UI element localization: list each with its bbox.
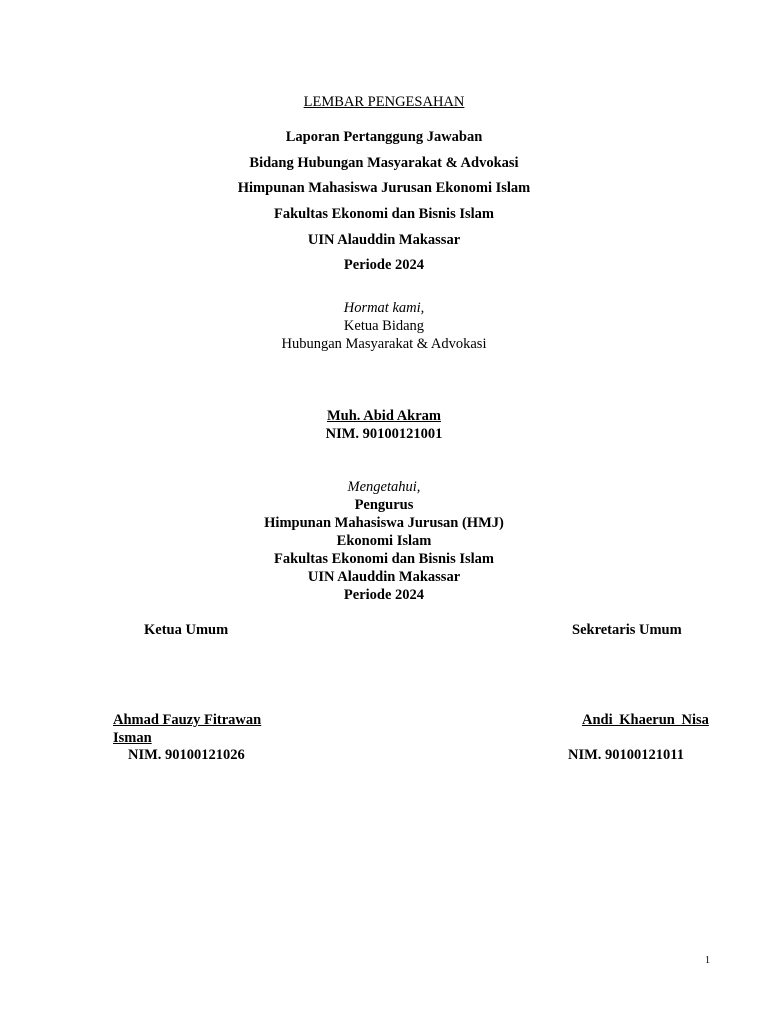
left-signatory-nim: NIM. 90100121026 <box>128 747 245 763</box>
acknowledgement-block <box>28 478 740 604</box>
report-line: Bidang Hubungan Masyarakat & Advokasi <box>249 154 519 171</box>
right-signatory-title: Sekretaris Umum <box>572 622 682 638</box>
acknowledgement-line: UIN Alauddin Makassar <box>307 569 461 585</box>
page-title: LEMBAR PENGESAHAN <box>303 94 465 110</box>
acknowledgement-line: Periode 2024 <box>343 587 425 603</box>
acknowledgement-line: Fakultas Ekonomi dan Bisnis Islam <box>274 551 494 567</box>
report-line: Himpunan Mahasiswa Jurusan Ekonomi Islam <box>237 180 531 197</box>
acknowledgement-line: Pengurus <box>354 497 414 513</box>
signer-block <box>28 407 740 443</box>
page-number: 1 <box>705 955 710 966</box>
report-line: Fakultas Ekonomi dan Bisnis Islam <box>274 206 494 223</box>
signer-name: Muh. Abid Akram <box>326 408 442 424</box>
acknowledgement-line: Ekonomi Islam <box>336 533 432 549</box>
report-line: UIN Alauddin Makassar <box>307 231 461 248</box>
report-line: Periode 2024 <box>343 257 425 274</box>
left-signatory-title: Ketua Umum <box>144 622 229 638</box>
right-signatory-nim: NIM. 90100121011 <box>568 747 684 763</box>
right-signatory-name: Andi Khaerun Nisa <box>582 712 709 728</box>
report-line: Laporan Pertanggung Jawaban <box>285 129 483 145</box>
acknowledgement-label: Mengetahui, <box>347 479 421 495</box>
left-signatory-name: Ahmad Fauzy Fitrawan Isman <box>113 712 262 746</box>
role-line: Ketua Bidang <box>343 318 425 334</box>
salutation: Hormat kami, <box>343 300 425 316</box>
acknowledgement-line: Himpunan Mahasiswa Jurusan (HMJ) <box>264 515 504 531</box>
greeting-block <box>28 299 740 353</box>
role-line: Hubungan Masyarakat & Advokasi <box>281 336 487 352</box>
report-header <box>28 128 740 282</box>
signer-nim: NIM. 90100121001 <box>325 426 443 442</box>
